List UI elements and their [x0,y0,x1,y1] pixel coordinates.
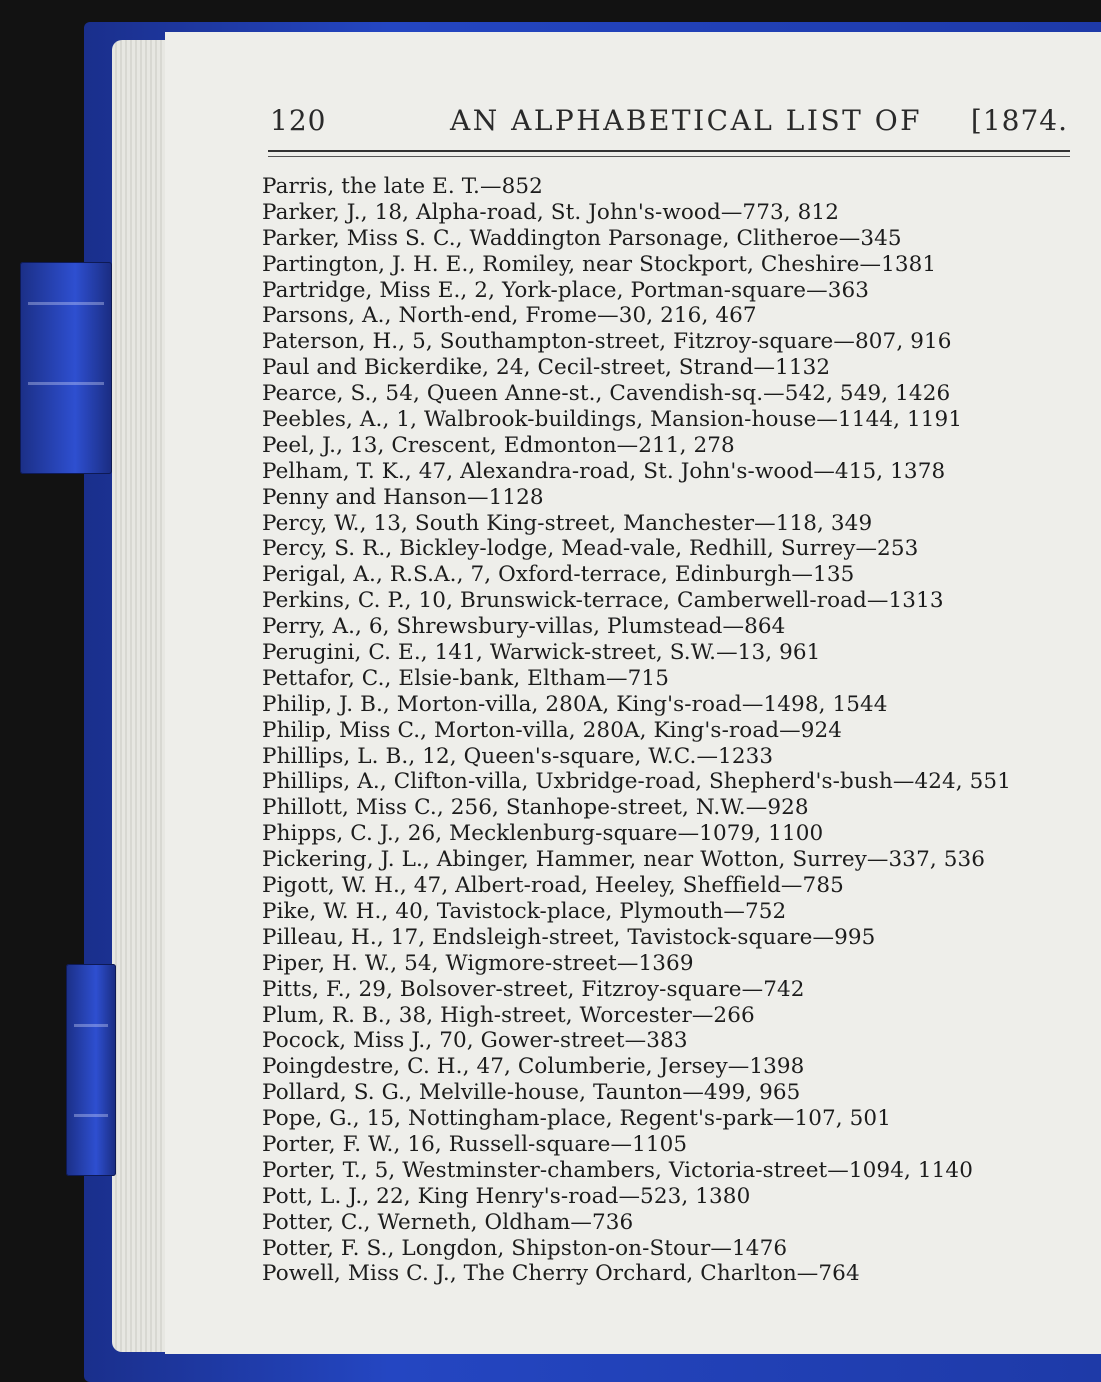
list-item: Percy, S. R., Bickley-lodge, Mead-vale, Redhill, Surrey—253 [262,536,919,562]
list-item: Perkins, C. P., 10, Brunswick-terrace, Camberwell-road—1313 [262,588,944,614]
entry-list [262,174,1062,1287]
list-item: Pettafor, C., Elsie-bank, Eltham—715 [262,665,669,691]
list-item: Pope, G., 15, Nottingham-place, Regent's-park—107, 501 [262,1106,891,1132]
list-item: Pigott, W. H., 47, Albert-road, Heeley, Sheffield—785 [262,873,844,899]
bookmark-tab-bottom [66,964,116,1176]
list-item: Potter, C., Werneth, Oldham—736 [262,1209,634,1235]
list-item: Pitts, F., 29, Bolsover-street, Fitzroy-square—742 [262,976,805,1002]
list-item: Porter, F. W., 16, Russell-square—1105 [262,1131,688,1157]
list-item: Paul and Bickerdike, 24, Cecil-street, Strand—1132 [262,355,831,381]
page-number: 120 [270,104,327,137]
list-item: Plum, R. B., 38, High-street, Worcester—266 [262,1002,755,1028]
list-item: Perigal, A., R.S.A., 7, Oxford-terrace, Edinburgh—135 [262,562,855,588]
list-item: Parris, the late E. T.—852 [262,174,543,199]
list-item: Pilleau, H., 17, Endsleigh-street, Tavistock-square—995 [262,924,876,950]
header-rule [268,150,1070,152]
list-item: Penny and Hanson—1128 [262,484,544,510]
list-item: Potter, F. S., Longdon, Shipston-on-Stour—1476 [262,1235,788,1261]
list-item: Pickering, J. L., Abinger, Hammer, near Wotton, Surrey—337, 536 [262,847,986,873]
list-item: Partington, J. H. E., Romiley, near Stockport, Cheshire—1381 [262,251,937,277]
list-item: Parsons, A., North-end, Frome—30, 216, 467 [262,303,757,329]
page-title: AN ALPHABETICAL LIST OF [450,104,923,137]
list-item: Parker, Miss S. C., Waddington Parsonage, Clitheroe—345 [262,225,902,251]
list-item: Peebles, A., 1, Walbrook-buildings, Mansion-house—1144, 1191 [262,407,963,433]
list-item: Philip, J. B., Morton-villa, 280A, King's-road—1498, 1544 [262,691,888,717]
list-item: Percy, W., 13, South King-street, Manchester—118, 349 [262,510,873,536]
list-item: Parker, J., 18, Alpha-road, St. John's-wood—773, 812 [262,199,839,225]
bookmark-tab-top [20,262,112,474]
list-item: Phillips, A., Clifton-villa, Uxbridge-road, Shepherd's-bush—424, 551 [262,769,1011,795]
list-item: Philip, Miss C., Morton-villa, 280A, King's-road—924 [262,717,843,743]
list-item: Pocock, Miss J., 70, Gower-street—383 [262,1028,688,1054]
list-item: Partridge, Miss E., 2, York-place, Portman-square—363 [262,277,870,303]
list-item: Pike, W. H., 40, Tavistock-place, Plymouth—752 [262,898,787,924]
list-item: Powell, Miss C. J., The Cherry Orchard, Charlton—764 [262,1261,860,1287]
list-item: Peel, J., 13, Crescent, Edmonton—211, 278 [262,432,735,458]
list-item: Poingdestre, C. H., 47, Columberie, Jersey—1398 [262,1054,805,1080]
list-item: Pearce, S., 54, Queen Anne-st., Cavendish-sq.—542, 549, 1426 [262,381,951,407]
list-item: Pollard, S. G., Melville-house, Taunton—499, 965 [262,1080,801,1106]
header-rule-thin [268,156,1070,157]
list-item: Piper, H. W., 54, Wigmore-street—1369 [262,950,694,976]
year-label: [1874. [970,104,1068,137]
list-item: Phillott, Miss C., 256, Stanhope-street, N.W.—928 [262,795,809,821]
list-item: Perugini, C. E., 141, Warwick-street, S.W.—13, 961 [262,640,821,666]
list-item: Pott, L. J., 22, King Henry's-road—523, 1380 [262,1183,751,1209]
list-item: Porter, T., 5, Westminster-chambers, Victoria-street—1094, 1140 [262,1157,973,1183]
list-item: Perry, A., 6, Shrewsbury-villas, Plumstead—864 [262,614,786,640]
list-item: Phipps, C. J., 26, Mecklenburg-square—1079, 1100 [262,821,824,847]
running-head [270,104,1074,144]
list-item: Paterson, H., 5, Southampton-street, Fitzroy-square—807, 916 [262,329,952,355]
list-item: Pelham, T. K., 47, Alexandra-road, St. John's-wood—415, 1378 [262,458,946,484]
list-item: Phillips, L. B., 12, Queen's-square, W.C.—1233 [262,743,774,769]
